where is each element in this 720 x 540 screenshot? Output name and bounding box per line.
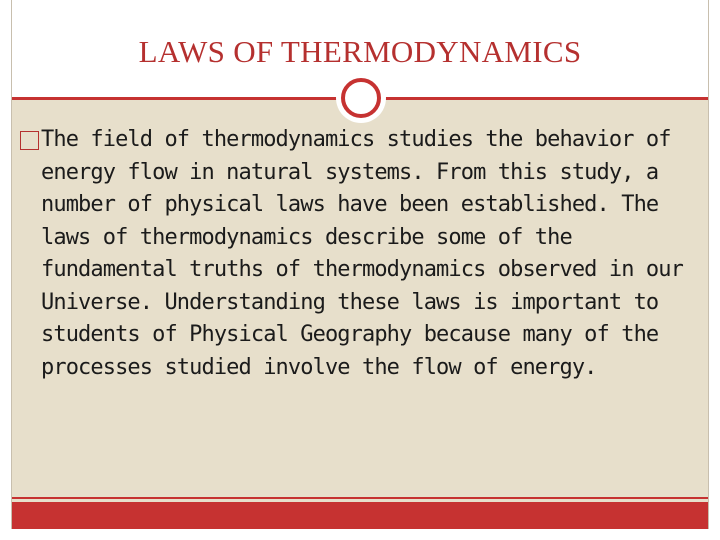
footer-bar xyxy=(12,502,708,529)
divider-ring-icon xyxy=(341,78,381,118)
bullet-paragraph: The field of thermodynamics studies the behavior of energy flow in natural systems. From this study, a number of physical laws have been established. The laws of thermodynamics describe some of the fundamental truths of thermodynamics observed in our Universe. Understanding these laws is important to students of Physical Geography because many of the processes studied involve the flow of energy. xyxy=(41,127,683,380)
footer-line xyxy=(12,497,708,499)
square-bullet-icon xyxy=(20,131,39,150)
bullet-item xyxy=(20,124,700,384)
body-text xyxy=(20,124,700,384)
slide-title: LAWS OF THERMODYNAMICS xyxy=(138,34,582,69)
